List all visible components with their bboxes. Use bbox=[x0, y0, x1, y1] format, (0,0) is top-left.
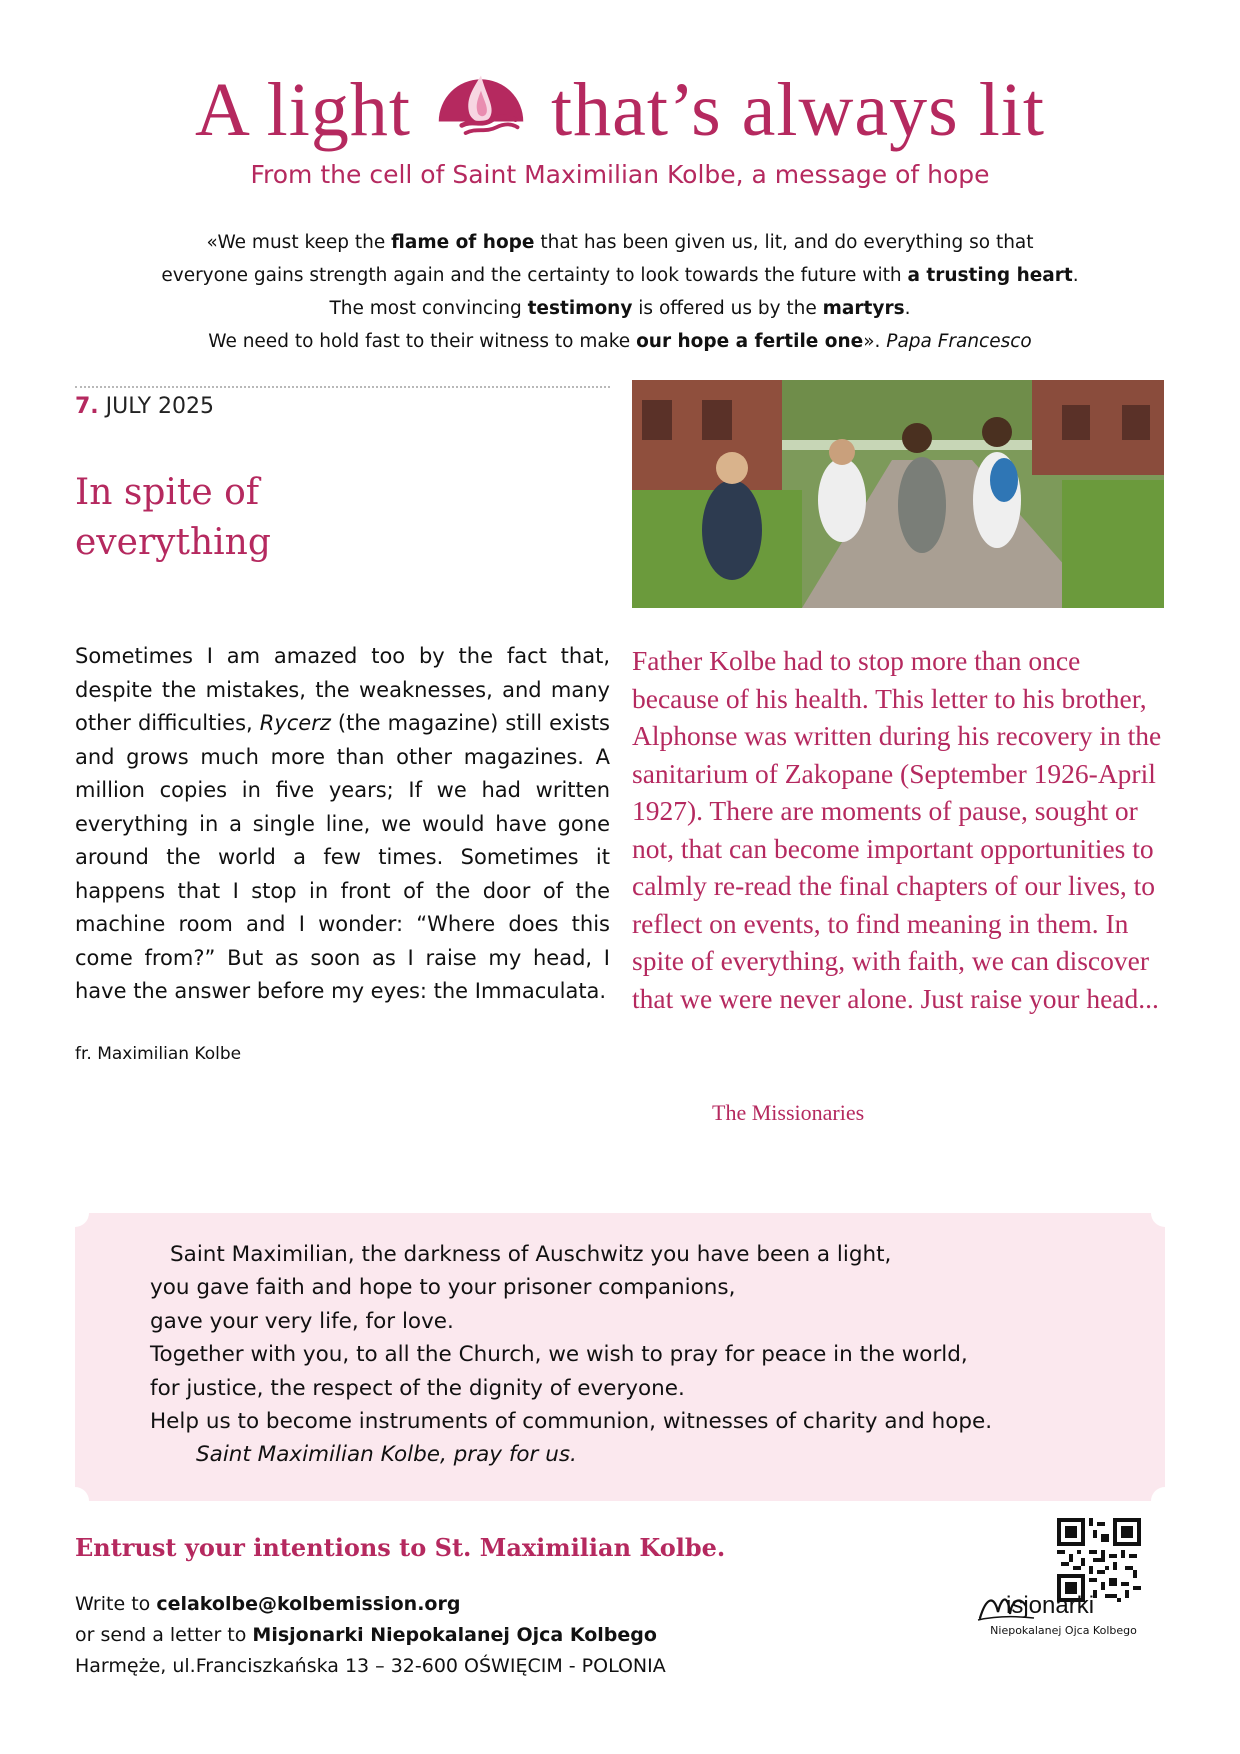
prayer-line: Together with you, to all the Church, we wish to pray for peace in the world, bbox=[150, 1342, 968, 1368]
contact-info bbox=[75, 1589, 666, 1682]
prayer-line: you gave faith and hope to your prisoner companions, bbox=[150, 1275, 736, 1301]
article-body: Sometimes I am amazed too by the fact that, despite the mistakes, the weaknesses, and many other difficulties, Rycerz (the magazine) still exists and grows much more than other magazines. A million copies in five years; If we had written everything in a single line, we would have gone around the world a few times. Sometimes it happens that I stop in front of the door of the machine room and I wonder: “Where does this come from?” But as soon as I raise my head, I have the answer before my eyes: the Immaculata. bbox=[75, 644, 610, 1003]
prayer-line: Help us to become instruments of communion, witnesses of charity and hope. bbox=[150, 1409, 993, 1435]
quote-line-2: everyone gains strength again and the certainty to look towards the future with a trusting heart. bbox=[161, 265, 1079, 286]
corner-notch bbox=[61, 1487, 89, 1515]
address-line: Harmęże, ul.Franciszkańska 13 – 32-600 OŚWIĘCIM - POLONIA bbox=[75, 1655, 666, 1677]
page-title bbox=[0, 62, 1240, 162]
prayer-closing: Saint Maximilian Kolbe, pray for us. bbox=[196, 1442, 577, 1468]
prayer-line: for justice, the respect of the dignity of everyone. bbox=[150, 1375, 685, 1401]
corner-notch bbox=[1151, 1199, 1179, 1227]
corner-notch bbox=[1151, 1487, 1179, 1515]
misjonarki-logo-icon: isjonarki Niepokalanej Ojca Kolbego bbox=[976, 1588, 1151, 1648]
missionaries-reflection: Father Kolbe had to stop more than once because of his health. This letter to his brother, Alphonse was written during his recovery in the sanitarium of Zakopane (September 1926-April 1927). There are moments of pause, sought or not, that can become important opportunities to calmly re-read the final chapters of our lives, to reflect on events, to find meaning in them. In spite of everything, with faith, we can discover that we were never alone. Just raise your head... bbox=[632, 645, 1162, 1014]
quote-line-1: «We must keep the flame of hope that has been given us, lit, and do everything so that bbox=[206, 232, 1034, 253]
article-signature: fr. Maximilian Kolbe bbox=[75, 1044, 242, 1064]
title-right: that’s always lit bbox=[551, 67, 1046, 152]
quote-line-3: The most convincing testimony is offered us by the martyrs. bbox=[329, 298, 911, 319]
write-to-line: Write to celakolbe@kolbemission.org bbox=[75, 1593, 461, 1615]
email-link[interactable]: celakolbe@kolbemission.org bbox=[156, 1593, 461, 1615]
subtitle: From the cell of Saint Maximilian Kolbe, a message of hope bbox=[250, 160, 990, 189]
walking-photo bbox=[632, 380, 1164, 608]
letter-line: or send a letter to Misjonarki Niepokalanej Ojca Kolbego bbox=[75, 1624, 657, 1646]
flame-logo-icon bbox=[433, 62, 529, 158]
divider bbox=[75, 386, 610, 388]
date: 7. JULY 2025 bbox=[75, 394, 215, 419]
article-heading: In spite of everything bbox=[75, 472, 271, 563]
corner-notch bbox=[61, 1199, 89, 1227]
prayer-text bbox=[150, 1238, 992, 1472]
pope-quote bbox=[90, 226, 1150, 358]
prayer-line: gave your very life, for love. bbox=[150, 1308, 454, 1334]
quote-line-4: We need to hold fast to their witness to make our hope a fertile one». Papa Francesco bbox=[208, 331, 1032, 352]
entrust-heading: Entrust your intentions to St. Maximilian Kolbe. bbox=[75, 1533, 726, 1562]
prayer-line: Saint Maximilian, the darkness of Auschwitz you have been a light, bbox=[170, 1242, 892, 1267]
reflection-signature: The Missionaries bbox=[712, 1100, 865, 1125]
title-left: A light bbox=[194, 67, 411, 152]
